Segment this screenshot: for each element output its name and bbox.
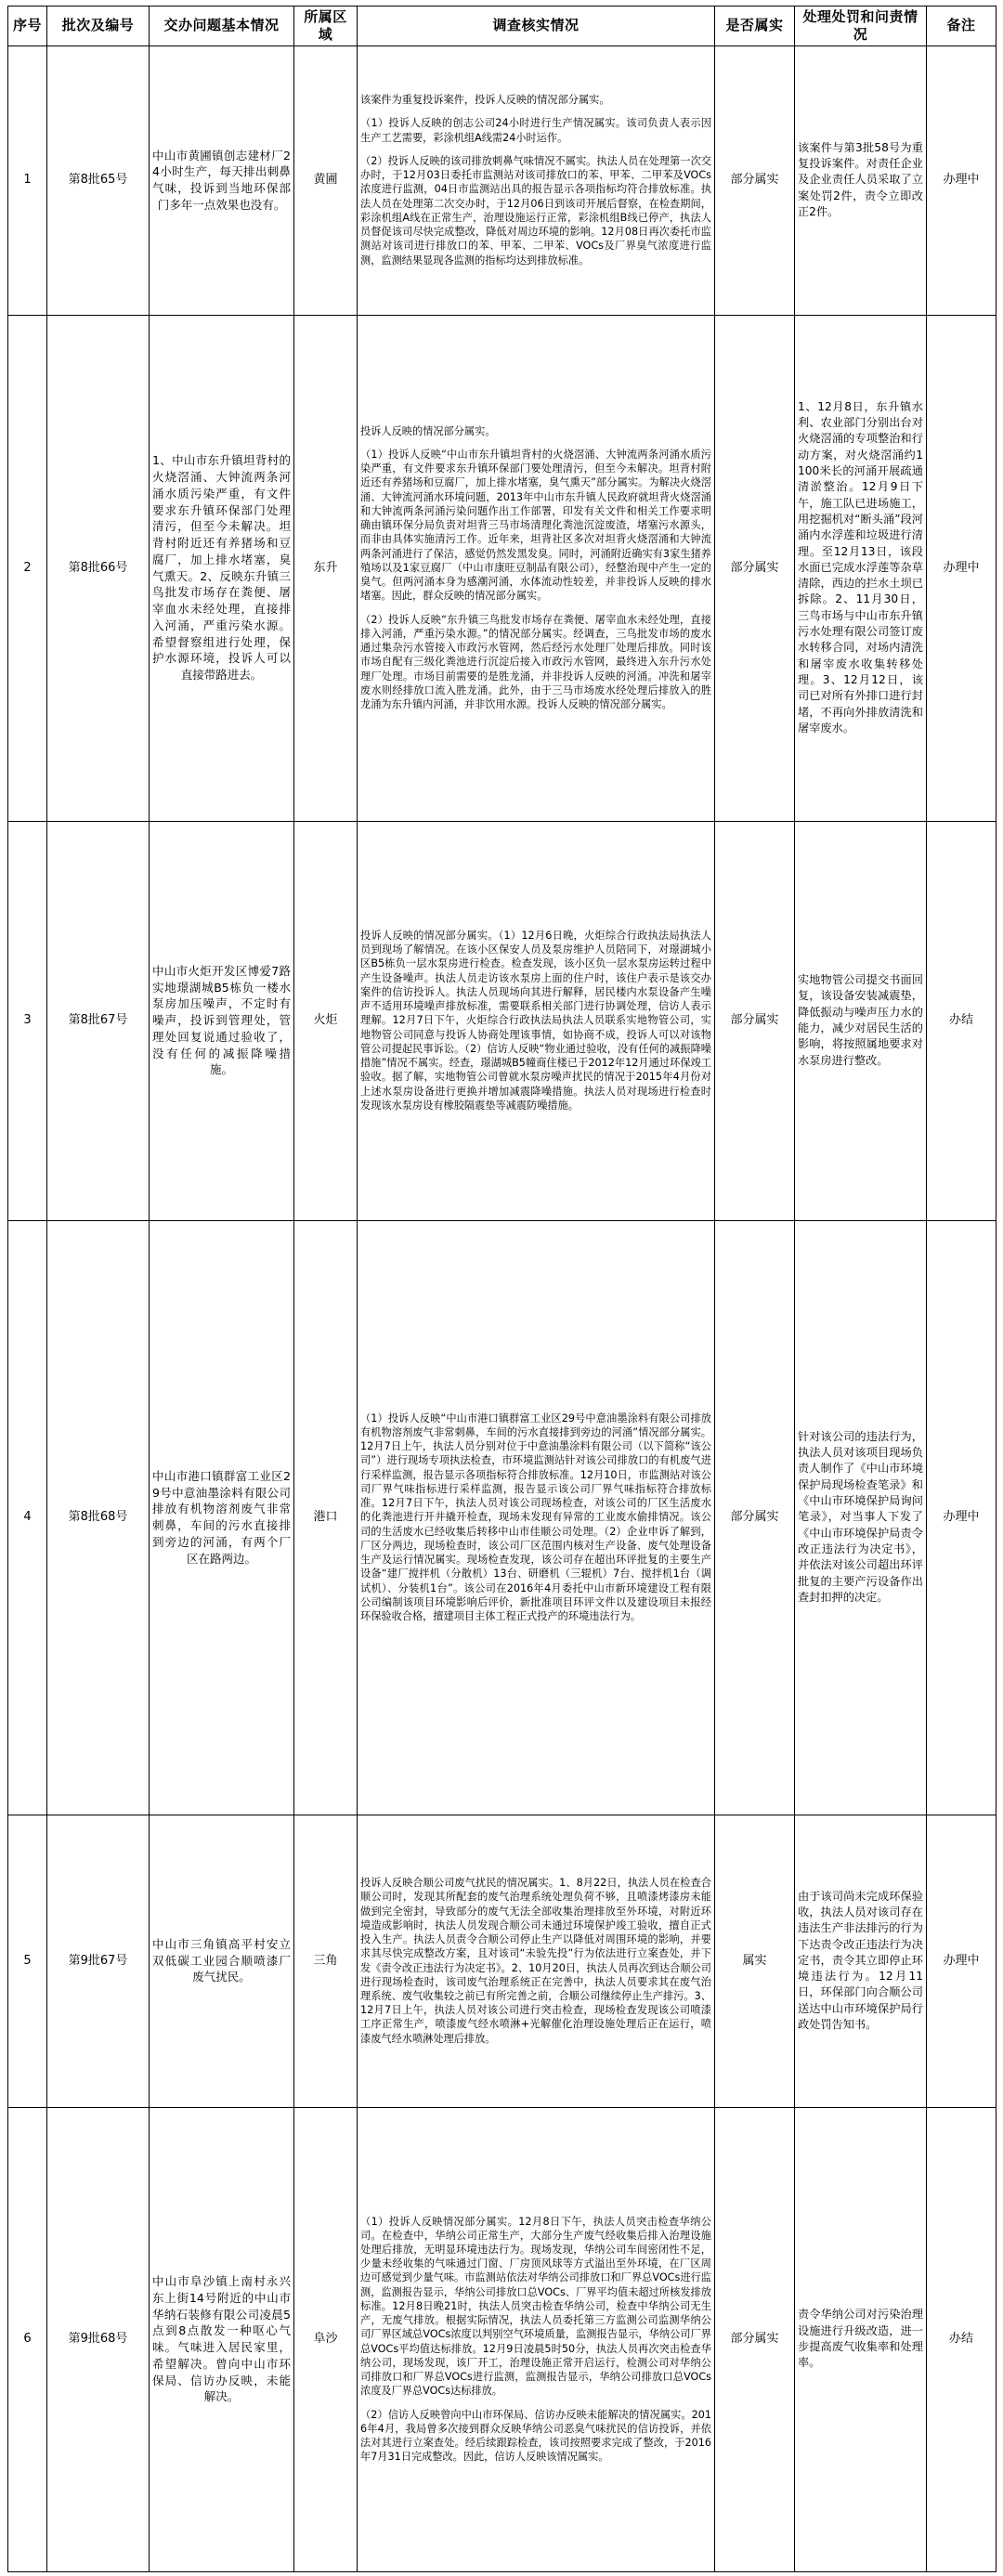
table-row xyxy=(8,1220,996,1815)
investigation-paragraph: （1）投诉人反映情况部分属实。12月8日下午，执法人员突击检查华纳公司。在检查中，华纳公司正常生产，大部分生产废气经收集后排入治理设施处理后排放，无明显环境违法行为。现场发现，华纳公司车间密闭性不足，少量未经收集的气味通过门窗、厂房顶风球等方式溢出至外环境，在厂区周边可感觉到少量气味。市监测站依法对华纳公司排放口和厂界总VOCs进行监测，监测报告显示，华纳公司排放口总VOCs、厂界平均值未超过所核发排放标准。12月8日晚21时，执法人员突击检查华纳公司，检查中华纳公司无生产，无废气排放。根据实际情况，执法人员委托第三方监测公司监测华纳公司厂界区域总VOCs浓度以判别空气环境质量，监测报告显示，华纳公司厂界总VOCs平均值达标排放。12月9日凌晨5时50分，执法人员再次突击检查华纳公司，现场发现，该厂开工，治理设施正常开启运行，检测公司对华纳公司排放口和厂界总VOCs进行监测，监测报告显示，华纳公司排放口总VOCs浓度及厂界总VOCs达标排放。 xyxy=(360,2215,711,2398)
cell-truth: 部分属实 xyxy=(715,1220,795,1815)
cell-seq: 4 xyxy=(8,1220,47,1815)
investigation-paragraph: 该案件为重复投诉案件，投诉人反映的情况部分属实。 xyxy=(360,94,610,107)
cell-region: 东升 xyxy=(294,315,358,821)
cell-seq: 6 xyxy=(8,2107,47,2571)
header-row xyxy=(8,7,996,46)
cell-batch: 第8批66号 xyxy=(47,315,150,821)
table-row xyxy=(8,821,996,1220)
investigation-paragraph: （2）信访人反映曾向中山市环保局、信访办反映未能解决的情况属实。2016年4月，我局曾多次接到群众反映华纳公司恶臭气味扰民的信访投诉，并依法对其进行立案查处。经后续跟踪检查，该司按照要求完成了整改，于2016年7月31日完成整改。因此，信访人反映该情况属实。 xyxy=(360,2408,711,2464)
cell-truth: 部分属实 xyxy=(715,821,795,1220)
investigation-paragraph: （1）投诉人反映的创志公司24小时进行生产情况属实。该司负责人表示因生产工艺需要，彩涂机组A线需24小时运作。 xyxy=(360,117,711,144)
cell-region: 港口 xyxy=(294,1220,358,1815)
table-row xyxy=(8,46,996,315)
investigation-paragraph: 投诉人反映合顺公司废气扰民的情况属实。1、8月22日，执法人员在检查合顺公司时，发现其所配套的废气治理系统处理负荷不够，且喷漆烤漆房未能做到完全密封，导致部分的废气无法全部收集治理排放至外环境，对附近环境造成影响时，执法人员发现合顺公司未通过环境保护竣工验收，擅自正式投入生产。执法人员责令合顺公司停止生产以降低对周围环境的影响，并要求其尽快完成整改方案，且对该司“未验先投”行为依法进行立案查处，并下发《责令改正违法行为决定书》。2、10月20日，执法人员再次到达合顺公司进行现场检查时，该司废气治理系统正在完善中，执法人员要求其在废气治理系统、废气收集较之前已有所完善之前，合顺公司继续停止生产排污。3、12月7日上午，执法人员对该公司进行突击检查，现场检查发现该公司喷漆工序正常生产，喷漆废气经水喷淋+光解催化治理设施处理后正在运行，喷漆废气经水喷淋处理后排放。 xyxy=(360,1877,711,2045)
cell-truth: 属实 xyxy=(715,1815,795,2107)
cell-basic: 中山市港口镇群富工业区29号中意油墨涂料有限公司排放有机物溶剂废气非常刺鼻，车间的污水直接排到旁边的河涌，有两个厂区在路两边。 xyxy=(150,1220,294,1815)
investigation-paragraph: 投诉人反映的情况部分属实。（1）12月6日晚，火炬综合行政执法局执法人员到现场了解情况。在该小区保安人员及泵房维护人员陪同下，对璟湖城小区B5栋负一层水泵房进行检查。检查发现，该小区负一层水泵房运转过程中产生设备噪声。执法人员走访该水泵房上面的住户时，该住户表示是该交办案件的信访投诉人。执法人员现场向其进行解释，居民楼内水泵设备产生噪声不适用环境噪声排放标准，需要联系相关部门进行协调处理，信访人表示理解。12月7日下午，火炬综合行政执法局执法人员联系实地物管公司，实地物管公司同意与投诉人协商处理该事情，如协商不成，投诉人可以对该物管公司提起民事诉讼。（2）信访人反映“物业通过验收，没有任何的减振降噪措施”情况不属实。经查，璟湖城B5幢商住楼已于2012年12月通过环保竣工验收。据了解，实地物管公司曾就水泵房噪声扰民的情况于2015年4月份对上述水泵房设备进行更换并增加减震降噪措施。执法人员对现场进行检查时发现该水泵房设有橡胶隔震垫等减震防噪措施。 xyxy=(360,929,711,1112)
investigation-paragraph: （2）投诉人反映的该司排放刺鼻气味情况不属实。执法人员在处理第一次交办时，于12月03日委托市监测站对该司排放口的苯、甲苯、二甲苯及VOCs浓度进行监测，04日市监测站出具的报告显示各项指标均符合排放标准。执法人员在处理第二次交办时，于12月06日到该司开展后督察，在检查期间，彩涂机组A线在正常生产，治理设施运行正常，彩涂机组B线已停产，执法人员督促该司尽快完成整改，降低对周边环境的影响。12月08日再次委托市监测站对该司进行排放口的苯、甲苯、二甲苯、VOCs及厂界臭气浓度进行监测，监测结果显现各监测的指标均达到排放标准。 xyxy=(360,154,711,267)
cell-basic: 中山市黄圃镇创志建材厂24小时生产，每天排出刺鼻气味，投诉到当地环保部门多年一点效果也没有。 xyxy=(150,46,294,315)
cell-basic: 中山市火炬开发区博爱7路实地璟湖城B5栋负一楼水泵房加压噪声，不定时有噪声，投诉到管理处，管理处回复说通过验收了，没有任何的减振降噪措施。 xyxy=(150,821,294,1220)
cell-region: 火炬 xyxy=(294,821,358,1220)
cell-handling: 针对该公司的违法行为，执法人员对该项目现场负责人制作了《中山市环境保护局现场检查笔录》和《中山市环境保护局询问笔录》，对当事人下发了《中山市环境保护局责令改正违法行为决定书》，并依法对该公司超出环评批复的主要产污设备作出查封扣押的决定。 xyxy=(795,1220,927,1815)
cell-seq: 5 xyxy=(8,1815,47,2107)
cell-handling: 由于该司尚未完成环保验收，执法人员对该司存在违法生产非法排污的行为下达责令改正违法行为决定书，责令其立即停止环境违法行为。12月11日，环保部门向合顺公司送达中山市环境保护局行政处罚告知书。 xyxy=(795,1815,927,2107)
cell-handling: 实地物管公司提交书面回复，该设备安装减震垫，降低振动与噪声压力水的能力，减少对居民生活的影响，将按照属地要求对水泵房进行整改。 xyxy=(795,821,927,1220)
cell-truth: 部分属实 xyxy=(715,315,795,821)
cell-handling: 责令华纳公司对污染治理设施进行升级改造，进一步提高废气收集率和处理率。 xyxy=(795,2107,927,2571)
cell-region: 阜沙 xyxy=(294,2107,358,2571)
investigation-paragraph: （1）投诉人反映“中山市东升镇坦背村的火烧滘涌、大钟流两条河涌水质污染严重，有文件要求东升镇环保部门要处理清污，但至今未解决。坦背村附近还有养猪场和豆腐厂，加上排水堵塞，臭气熏天”部分属实。为解决火烧滘涌、大钟流河涌水环境问题，2013年中山市东升镇人民政府就坦背火烧滘涌和大钟流两条河涌污染问题作出工作部署，印发有关文件和相关工作要求明确由镇环保分局负责对坦背三马市场清理化粪池沉淀废渣，堵塞污水源头，而非由具体实施清污工作。近年来，坦背社区多次对坦背火烧滘涌和大钟流两条河涌进行了保洁，感觉仍然发黑发臭。同时，河涌附近确实有3家生猪养殖场以及1家豆腐厂（中山市康旺豆制品有限公司），经整治现中产生一定的臭气。但两河涌本身为感潮河涌，水体流动性较差，并非投诉人反映的排水堵塞。因此，群众反映的情况部分属实。 xyxy=(360,449,711,603)
cell-handling: 1、12月8日，东升镇水利、农业部门分别出台对火烧滘涌的专项整治和行动方案，对火烧滘涌约1100米长的河涌开展疏通清淤整治。12月9日下午，施工队已进场施工，用挖掘机对“断头涌”段河涌内水浮莲和垃圾进行清理。至12月13日，该段水面已完成水浮莲等杂草清除，西边的拦水土坝已拆除。2、11月30日，三鸟市场与中山市东升镇污水处理有限公司签订废水转移合同，对场内清洗和屠宰废水收集转移处理。3、12月12日，该司已对所有外排口进行封堵，不再向外排放清洗和屠宰废水。 xyxy=(795,315,927,821)
cell-remark: 办理中 xyxy=(927,1220,996,1815)
table-row xyxy=(8,2107,996,2571)
cell-basic: 中山市三角镇高平村安立双低碳工业园合顺喷漆厂废气扰民。 xyxy=(150,1815,294,2107)
cell-truth: 部分属实 xyxy=(715,46,795,315)
header-remark: 备注 xyxy=(927,7,996,46)
cell-seq: 3 xyxy=(8,821,47,1220)
cell-investigation xyxy=(358,821,715,1220)
cell-seq: 1 xyxy=(8,46,47,315)
header-truth: 是否属实 xyxy=(715,7,795,46)
cell-remark: 办结 xyxy=(927,821,996,1220)
cell-truth: 部分属实 xyxy=(715,2107,795,2571)
cell-batch: 第8批65号 xyxy=(47,46,150,315)
header-investigation: 调查核实情况 xyxy=(358,7,715,46)
investigation-paragraph: （2）投诉人反映“东升镇三鸟批发市场存在粪便、屠宰血水未经处理，直接排入河涌，严重污染水源。”的情况部分属实。经调查，三鸟批发市场的废水通过集杂污水管接入市政污水管网，然后经污水处理厂处理后排放。同时该市场自配有三级化粪池进行沉淀后接入市政污水管网，最终进入东升污水处理厂处理。市场目前需要的是胜龙涌，并非投诉人反映的河涌。冲洗和屠宰废水则经排放口流入胜龙涌。此外，由于三马市场废水经处理后排放入的胜龙涌为东升镇内河涌，并非饮用水源。投诉人反映的情况部分属实。 xyxy=(360,613,711,710)
cell-remark: 办理中 xyxy=(927,315,996,821)
cell-region: 三角 xyxy=(294,1815,358,2107)
cell-investigation xyxy=(358,1815,715,2107)
header-batch: 批次及编号 xyxy=(47,7,150,46)
cell-basic: 中山市阜沙镇上南村永兴东上街14号附近的中山市华纳石装修有限公司凌晨5点到8点散发一种呕心气味。气味进入居民家里，希望解决。曾向中山市环保局、信访办反映，未能解决。 xyxy=(150,2107,294,2571)
investigation-paragraph: （1）投诉人反映“中山市港口镇群富工业区29号中意油墨涂料有限公司排放有机物溶剂废气非常刺鼻，车间的污水直接排到旁边的河涌”情况部分属实。12月7日上午，执法人员分别对位于中意油墨涂料有限公司（以下简称“该公司”）进行现场专项执法检查，市环境监测站针对该公司排放口的有机废气进行采样监测，报告显示各项指标符合排放标准。12月10日，市监测站对该公司厂界气味指标进行采样监测，报告显示该公司厂界气味指标符合排放标准。12月7日下午，执法人员对该公司现场检查，对该公司的厂区生活废水的化粪池进行开井撬开检查，现场未发现有异常的工业废水偷排情况。该公司的生活废水已经收集后转移中山市佳顺公司处理。（2）企业申诉了解到，厂区分两边，现场检查时，该公司厂区范围内核对生产设备、废气处理设备生产及运行情况属实。现场检查发现，该公司存在超出环评批复的主要生产设备“建厂搅拌机（分散机）13台、研磨机（三辊机）7台、搅拌机1台（调试机）、分装机1台”。该公司在2016年4月委托中山市新环境建设工程有限公司编制该项目环境影响后评价，新批准项目环评文件以及建设项目未报经环保验收合格，擅建项目主体工程正式投产的环境违法行为。 xyxy=(360,1412,711,1623)
case-handling-table xyxy=(7,6,996,2572)
cell-handling: 该案件与第3批58号为重复投诉案件。对责任企业及企业责任人员采取了立案处罚2件，责令立即改正2件。 xyxy=(795,46,927,315)
header-seq: 序号 xyxy=(8,7,47,46)
cell-batch: 第8批67号 xyxy=(47,821,150,1220)
investigation-paragraph: 投诉人反映的情况部分属实。 xyxy=(360,424,496,437)
cell-basic: 1、中山市东升镇坦背村的火烧滘涌、大钟流两条河涌水质污染严重，有文件要求东升镇环保部门处理清污，但至今未解决。坦背村附近还有养猪场和豆腐厂，加上排水堵塞，臭气熏天。2、反映东升镇三鸟批发市场存在粪便、屠宰血水未经处理，直接排入河涌，严重污染水源。希望督察组进行处理，保护水源环境，投诉人可以直接带路进去。 xyxy=(150,315,294,821)
cell-investigation xyxy=(358,2107,715,2571)
header-handling: 处理处罚和问责情况 xyxy=(795,7,927,46)
cell-batch: 第9批68号 xyxy=(47,2107,150,2571)
table-row xyxy=(8,315,996,821)
cell-remark: 办理中 xyxy=(927,1815,996,2107)
cell-investigation xyxy=(358,46,715,315)
cell-batch: 第9批67号 xyxy=(47,1815,150,2107)
table-header xyxy=(8,7,996,46)
cell-seq: 2 xyxy=(8,315,47,821)
cell-remark: 办理中 xyxy=(927,46,996,315)
cell-investigation xyxy=(358,1220,715,1815)
header-basic: 交办问题基本情况 xyxy=(150,7,294,46)
header-region: 所属区域 xyxy=(294,7,358,46)
cell-region: 黄圃 xyxy=(294,46,358,315)
cell-investigation xyxy=(358,315,715,821)
cell-remark: 办结 xyxy=(927,2107,996,2571)
cell-batch: 第8批68号 xyxy=(47,1220,150,1815)
table-row xyxy=(8,1815,996,2107)
table-body xyxy=(8,46,996,2571)
